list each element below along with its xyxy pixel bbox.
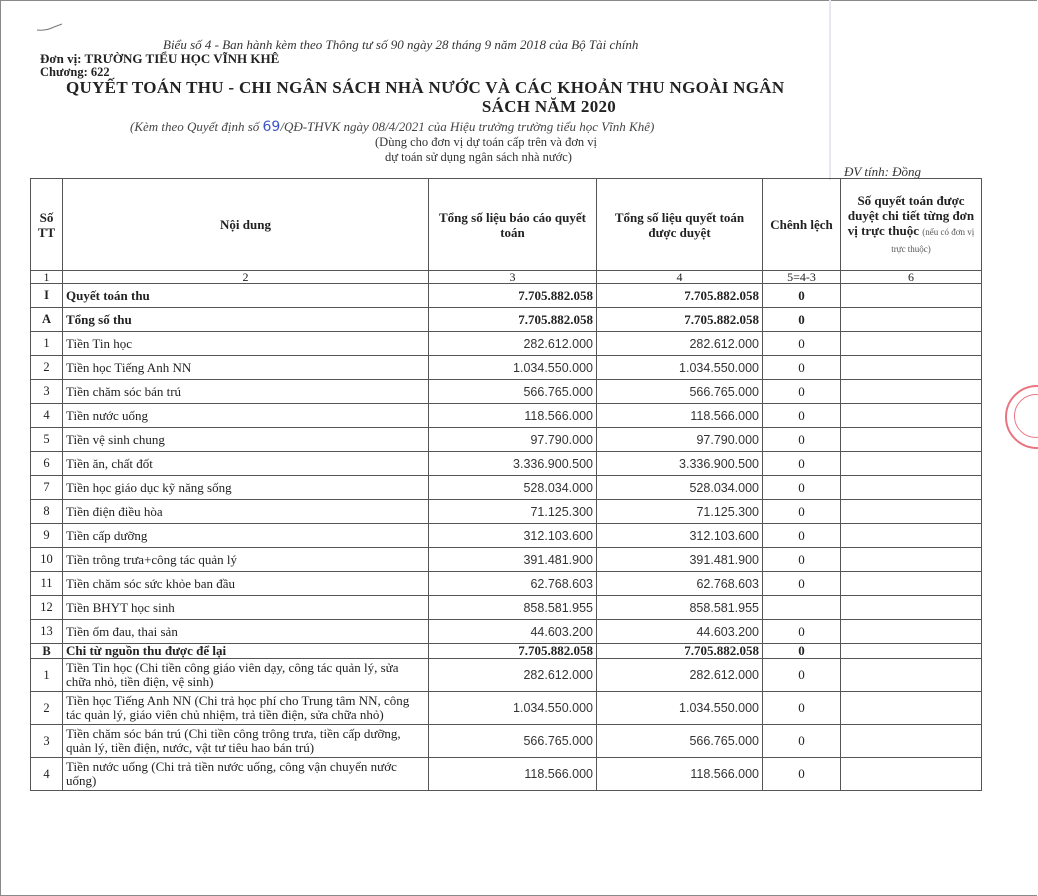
table-row (31, 692, 982, 725)
row-number: A (31, 308, 63, 332)
row-reported-amount: 7.705.882.058 (429, 284, 597, 308)
table-row (31, 332, 982, 356)
row-approved-amount: 118.566.000 (597, 404, 763, 428)
row-reported-amount: 118.566.000 (429, 758, 597, 791)
col-header-reported: Tổng số liệu báo cáo quyết toán (429, 179, 597, 271)
row-detail (841, 524, 982, 548)
row-detail (841, 452, 982, 476)
row-approved-amount: 62.768.603 (597, 572, 763, 596)
table-row (31, 659, 982, 692)
row-approved-amount: 312.103.600 (597, 524, 763, 548)
table-row (31, 404, 982, 428)
row-difference: 0 (763, 404, 841, 428)
table-row (31, 476, 982, 500)
row-difference: 0 (763, 758, 841, 791)
table-row (31, 284, 982, 308)
row-detail (841, 308, 982, 332)
row-detail (841, 596, 982, 620)
row-detail (841, 284, 982, 308)
row-reported-amount: 1.034.550.000 (429, 356, 597, 380)
row-content: Tiền chăm sóc bán trú (63, 380, 429, 404)
column-index: 2 (63, 271, 429, 284)
unit-name: Đơn vị: TRƯỜNG TIỂU HỌC VĨNH KHÊ (40, 51, 280, 66)
row-number: 1 (31, 659, 63, 692)
row-difference: 0 (763, 524, 841, 548)
row-number: B (31, 644, 63, 659)
row-detail (841, 380, 982, 404)
table-row (31, 572, 982, 596)
row-number: I (31, 284, 63, 308)
row-difference: 0 (763, 659, 841, 692)
column-index: 5=4-3 (763, 271, 841, 284)
decision-suffix: /QĐ-THVK ngày 08/4/2021 của Hiệu trưởng trường tiểu học Vĩnh Khê) (280, 119, 655, 134)
col-header-difference: Chênh lệch (763, 179, 841, 271)
table-row (31, 428, 982, 452)
row-reported-amount: 282.612.000 (429, 659, 597, 692)
row-difference: 0 (763, 308, 841, 332)
row-content: Tiền học Tiếng Anh NN (63, 356, 429, 380)
row-number: 1 (31, 332, 63, 356)
row-number: 8 (31, 500, 63, 524)
col-header-detail-note: (nếu có đơn vị trực thuộc) (891, 226, 975, 254)
scan-fold-line (829, 0, 831, 180)
row-difference: 0 (763, 284, 841, 308)
row-detail (841, 620, 982, 644)
row-difference: 0 (763, 452, 841, 476)
row-approved-amount: 566.765.000 (597, 725, 763, 758)
row-detail (841, 428, 982, 452)
row-difference (763, 596, 841, 620)
row-difference: 0 (763, 380, 841, 404)
row-difference: 0 (763, 725, 841, 758)
row-number: 6 (31, 452, 63, 476)
row-detail (841, 404, 982, 428)
table-row (31, 548, 982, 572)
decision-prefix: (Kèm theo Quyết định số (130, 119, 263, 134)
table-row (31, 452, 982, 476)
row-approved-amount: 391.481.900 (597, 548, 763, 572)
row-difference: 0 (763, 548, 841, 572)
row-content: Tiền ốm đau, thai sản (63, 620, 429, 644)
row-approved-amount: 528.034.000 (597, 476, 763, 500)
row-difference: 0 (763, 356, 841, 380)
row-reported-amount: 566.765.000 (429, 380, 597, 404)
row-approved-amount: 1.034.550.000 (597, 356, 763, 380)
table-row (31, 356, 982, 380)
row-difference: 0 (763, 692, 841, 725)
row-detail (841, 644, 982, 659)
row-detail (841, 548, 982, 572)
form-note: Biểu số 4 - Ban hành kèm theo Thông tư số 90 ngày 28 tháng 9 năm 2018 của Bộ Tài chính (163, 37, 639, 52)
table-row (31, 524, 982, 548)
row-reported-amount: 566.765.000 (429, 725, 597, 758)
table-row (31, 725, 982, 758)
column-index-row (31, 271, 982, 284)
row-number: 5 (31, 428, 63, 452)
row-approved-amount: 3.336.900.500 (597, 452, 763, 476)
row-detail (841, 332, 982, 356)
row-approved-amount: 282.612.000 (597, 332, 763, 356)
row-difference: 0 (763, 620, 841, 644)
row-approved-amount: 566.765.000 (597, 380, 763, 404)
decision-reference (130, 119, 654, 135)
row-number: 7 (31, 476, 63, 500)
row-content: Chi từ nguồn thu được để lại (63, 644, 429, 659)
row-number: 11 (31, 572, 63, 596)
row-detail (841, 659, 982, 692)
row-approved-amount: 7.705.882.058 (597, 644, 763, 659)
row-content: Tiền nước uống (63, 404, 429, 428)
col-header-approved: Tổng số liệu quyết toán được duyệt (597, 179, 763, 271)
row-reported-amount: 391.481.900 (429, 548, 597, 572)
col-header-detail (841, 179, 982, 271)
row-content: Tiền học giáo dục kỹ năng sống (63, 476, 429, 500)
row-reported-amount: 71.125.300 (429, 500, 597, 524)
table-row (31, 644, 982, 659)
table-row (31, 500, 982, 524)
table-header-row (31, 179, 982, 271)
row-reported-amount: 858.581.955 (429, 596, 597, 620)
row-approved-amount: 858.581.955 (597, 596, 763, 620)
row-reported-amount: 528.034.000 (429, 476, 597, 500)
row-reported-amount: 118.566.000 (429, 404, 597, 428)
row-reported-amount: 7.705.882.058 (429, 644, 597, 659)
row-number: 9 (31, 524, 63, 548)
row-approved-amount: 7.705.882.058 (597, 308, 763, 332)
chapter-code: Chương: 622 (40, 65, 110, 79)
col-header-content: Nội dung (63, 179, 429, 271)
row-content: Tiền cấp dưỡng (63, 524, 429, 548)
row-number: 2 (31, 356, 63, 380)
row-reported-amount: 282.612.000 (429, 332, 597, 356)
row-number: 4 (31, 404, 63, 428)
row-number: 10 (31, 548, 63, 572)
usage-note-line2: dự toán sử dụng ngân sách nhà nước) (385, 150, 572, 164)
row-detail (841, 758, 982, 791)
row-difference: 0 (763, 332, 841, 356)
row-difference: 0 (763, 428, 841, 452)
table-row (31, 620, 982, 644)
usage-note-line1: (Dùng cho đơn vị dự toán cấp trên và đơn vị (375, 135, 598, 149)
row-number: 3 (31, 725, 63, 758)
pen-mark-icon (36, 22, 66, 32)
settlement-table (30, 178, 982, 791)
page-title-line1: QUYẾT TOÁN THU - CHI NGÂN SÁCH NHÀ NƯỚC VÀ CÁC KHOẢN THU NGOÀI NGÂN (66, 78, 785, 97)
row-detail (841, 725, 982, 758)
row-approved-amount: 71.125.300 (597, 500, 763, 524)
column-index: 6 (841, 271, 982, 284)
row-detail (841, 500, 982, 524)
row-detail (841, 572, 982, 596)
row-reported-amount: 3.336.900.500 (429, 452, 597, 476)
row-content: Tiền nước uống (Chi trả tiền nước uống, công vận chuyển nước uống) (63, 758, 429, 791)
row-approved-amount: 118.566.000 (597, 758, 763, 791)
row-reported-amount: 44.603.200 (429, 620, 597, 644)
row-reported-amount: 312.103.600 (429, 524, 597, 548)
row-content: Tiền chăm sóc sức khỏe ban đầu (63, 572, 429, 596)
row-difference: 0 (763, 500, 841, 524)
row-number: 12 (31, 596, 63, 620)
row-difference: 0 (763, 476, 841, 500)
row-content: Tổng số thu (63, 308, 429, 332)
row-number: 2 (31, 692, 63, 725)
row-content: Tiền Tin học (Chi tiền công giáo viên dạy, công tác quản lý, sửa chữa nhỏ, tiền điện, vệ sinh) (63, 659, 429, 692)
row-content: Tiền học Tiếng Anh NN (Chi trả học phí cho Trung tâm NN, công tác quản lý, giáo viên chủ nhiệm, trả tiền điện, sửa chữa nhỏ) (63, 692, 429, 725)
row-content: Tiền điện điều hòa (63, 500, 429, 524)
table-row (31, 380, 982, 404)
row-difference: 0 (763, 572, 841, 596)
row-approved-amount: 1.034.550.000 (597, 692, 763, 725)
page-title-line2: SÁCH NĂM 2020 (481, 97, 617, 116)
row-approved-amount: 7.705.882.058 (597, 284, 763, 308)
row-number: 13 (31, 620, 63, 644)
row-reported-amount: 97.790.000 (429, 428, 597, 452)
decision-number-handwritten: 69 (262, 119, 281, 135)
row-content: Quyết toán thu (63, 284, 429, 308)
table-row (31, 596, 982, 620)
column-index: 1 (31, 271, 63, 284)
row-reported-amount: 1.034.550.000 (429, 692, 597, 725)
row-approved-amount: 282.612.000 (597, 659, 763, 692)
row-content: Tiền BHYT học sinh (63, 596, 429, 620)
column-index: 4 (597, 271, 763, 284)
col-header-tt: Số TT (31, 179, 63, 271)
table-row (31, 758, 982, 791)
currency-unit: ĐV tính: Đồng (844, 164, 922, 179)
row-detail (841, 692, 982, 725)
row-content: Tiền Tin học (63, 332, 429, 356)
row-content: Tiền vệ sinh chung (63, 428, 429, 452)
row-detail (841, 476, 982, 500)
row-difference: 0 (763, 644, 841, 659)
table-row (31, 308, 982, 332)
row-detail (841, 356, 982, 380)
column-index: 3 (429, 271, 597, 284)
row-approved-amount: 44.603.200 (597, 620, 763, 644)
row-content: Tiền trông trưa+công tác quản lý (63, 548, 429, 572)
row-content: Tiền chăm sóc bán trú (Chi tiền công trông trưa, tiền cấp dưỡng, quản lý, tiền điện, nước, vật tư tiêu hao bán trú) (63, 725, 429, 758)
row-number: 3 (31, 380, 63, 404)
col-header-detail-label: Số quyết toán được duyệt chi tiết từng đơn vị trực thuộc (847, 192, 975, 238)
row-reported-amount: 62.768.603 (429, 572, 597, 596)
row-approved-amount: 97.790.000 (597, 428, 763, 452)
row-reported-amount: 7.705.882.058 (429, 308, 597, 332)
row-content: Tiền ăn, chất đốt (63, 452, 429, 476)
row-number: 4 (31, 758, 63, 791)
